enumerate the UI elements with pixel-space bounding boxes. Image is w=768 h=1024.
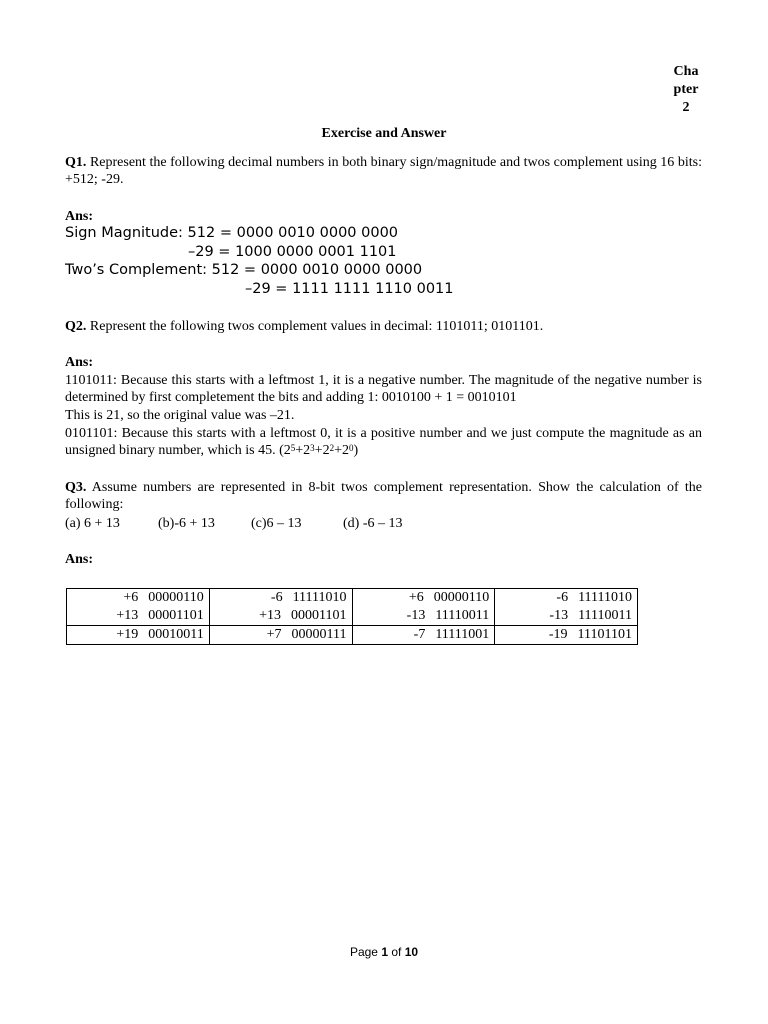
table-cell [352,607,495,626]
exponent: 0 [348,443,354,453]
answer-text: 0101101: Because this starts with a leftmost 0, it is a positive number and we just compute the magnitude as an unsigned binary number, which is 45. (2 [65,426,702,458]
exponent: 3 [310,443,315,453]
answer-paragraph: 0101101: Because this starts with a leftmost 0, it is a positive number and we just compute the magnitude as an unsigned binary number, which is 45. $(2^5+2^3+2^2+2^0)$ [65,426,702,458]
question-text: Represent the following twos complement values in decimal: 1101011; 0101101. [86,319,544,334]
footer-total-pages: 10 [404,945,419,959]
table-cell [495,626,638,645]
question-text: Represent the following decimal numbers in both binary sign/magnitude and twos complement using 16 bits: +512; -29. [65,155,702,187]
close-paren: ) [353,443,359,458]
cell-binary: 11111001 [435,627,490,642]
table-cell [352,626,495,645]
cell-decimal: +7 [266,627,282,642]
table-row [67,607,638,626]
cell-decimal: +19 [116,627,139,642]
table-cell [209,589,352,608]
cell-binary: 00000110 [433,590,490,605]
table-cell [495,607,638,626]
cell-decimal: -6 [270,590,283,605]
sign-magnitude-512: Sign Magnitude: 512 = 0000 0010 0000 0000 [65,225,399,241]
cell-binary: 11101101 [577,627,632,642]
question-1 [65,154,702,188]
cell-decimal: +6 [123,590,139,605]
cell-decimal: -13 [549,608,569,623]
cell-binary: 00000111 [291,627,347,642]
question-3 [65,479,702,513]
cell-binary: 11110011 [435,608,490,623]
cell-binary: 11111010 [292,590,347,605]
table-cell [67,589,210,608]
cell-decimal: +6 [408,590,424,605]
cell-decimal: -6 [556,590,569,605]
cell-binary: 00010011 [148,627,204,642]
footer-current-page: 1 [381,945,388,959]
option-a: (a) 6 + 13 [65,516,120,531]
chapter-line: Cha [673,64,699,79]
table-row-result [67,626,638,645]
cell-binary: 00000110 [148,590,204,605]
question-label: Q3. [65,480,87,495]
plus-sign: + [314,443,323,458]
cell-binary: 00001101 [291,608,347,623]
option-d: (d) -6 – 13 [343,516,403,531]
footer-page-word: Page [349,945,378,959]
option-c: (c)6 – 13 [251,516,302,531]
chapter-line: pter [673,82,699,97]
question-2 [65,318,702,335]
cell-decimal: +13 [259,608,282,623]
answer-label: Ans: [65,209,94,224]
question-label: Q1. [65,155,87,170]
question-label: Q2. [65,319,87,334]
page-title: Exercise and Answer [321,126,447,141]
exponent: 5 [290,443,296,453]
twos-complement-512: Two’s Complement: 512 = 0000 0010 0000 0000 [65,262,423,278]
cell-decimal: -7 [413,627,426,642]
answer-label: Ans: [65,552,94,567]
table-cell [209,626,352,645]
page-footer [0,945,768,959]
footer-of-word: of [391,945,402,959]
table-cell [352,589,495,608]
table-row [67,589,638,608]
answer-paragraph: 1101011: Because this starts with a leftmost 1, it is a negative number. The magnitude of the negative number is determined by first completement the bits and adding 1: 0010100 + 1 = 0010101 [65,373,702,405]
option-b: (b)-6 + 13 [158,516,215,531]
cell-decimal: -13 [406,608,426,623]
cell-decimal: +13 [116,608,139,623]
question-text: Assume numbers are represented in 8-bit twos complement representation. Show the calculation of the following: [65,480,702,512]
sign-magnitude-minus29: –29 = 1000 0000 0001 1101 [188,244,397,260]
plus-sign: + [334,443,342,458]
plus-sign: + [295,443,304,458]
calculation-table [66,588,638,645]
answer-paragraph: This is 21, so the original value was –21. [65,408,295,423]
question-options [65,515,702,532]
cell-decimal: -19 [548,627,568,642]
table-cell [495,589,638,608]
cell-binary: 11110011 [578,608,632,623]
table-cell [67,607,210,626]
twos-complement-minus29: –29 = 1111 1111 1110 0011 [245,281,454,297]
cell-binary: 11111010 [578,590,632,605]
cell-binary: 00001101 [148,608,204,623]
chapter-header [664,63,708,117]
answer-label: Ans: [65,355,94,370]
exponent: 2 [329,443,335,453]
table-cell [209,607,352,626]
table-cell [67,626,210,645]
chapter-line: 2 [682,100,690,115]
